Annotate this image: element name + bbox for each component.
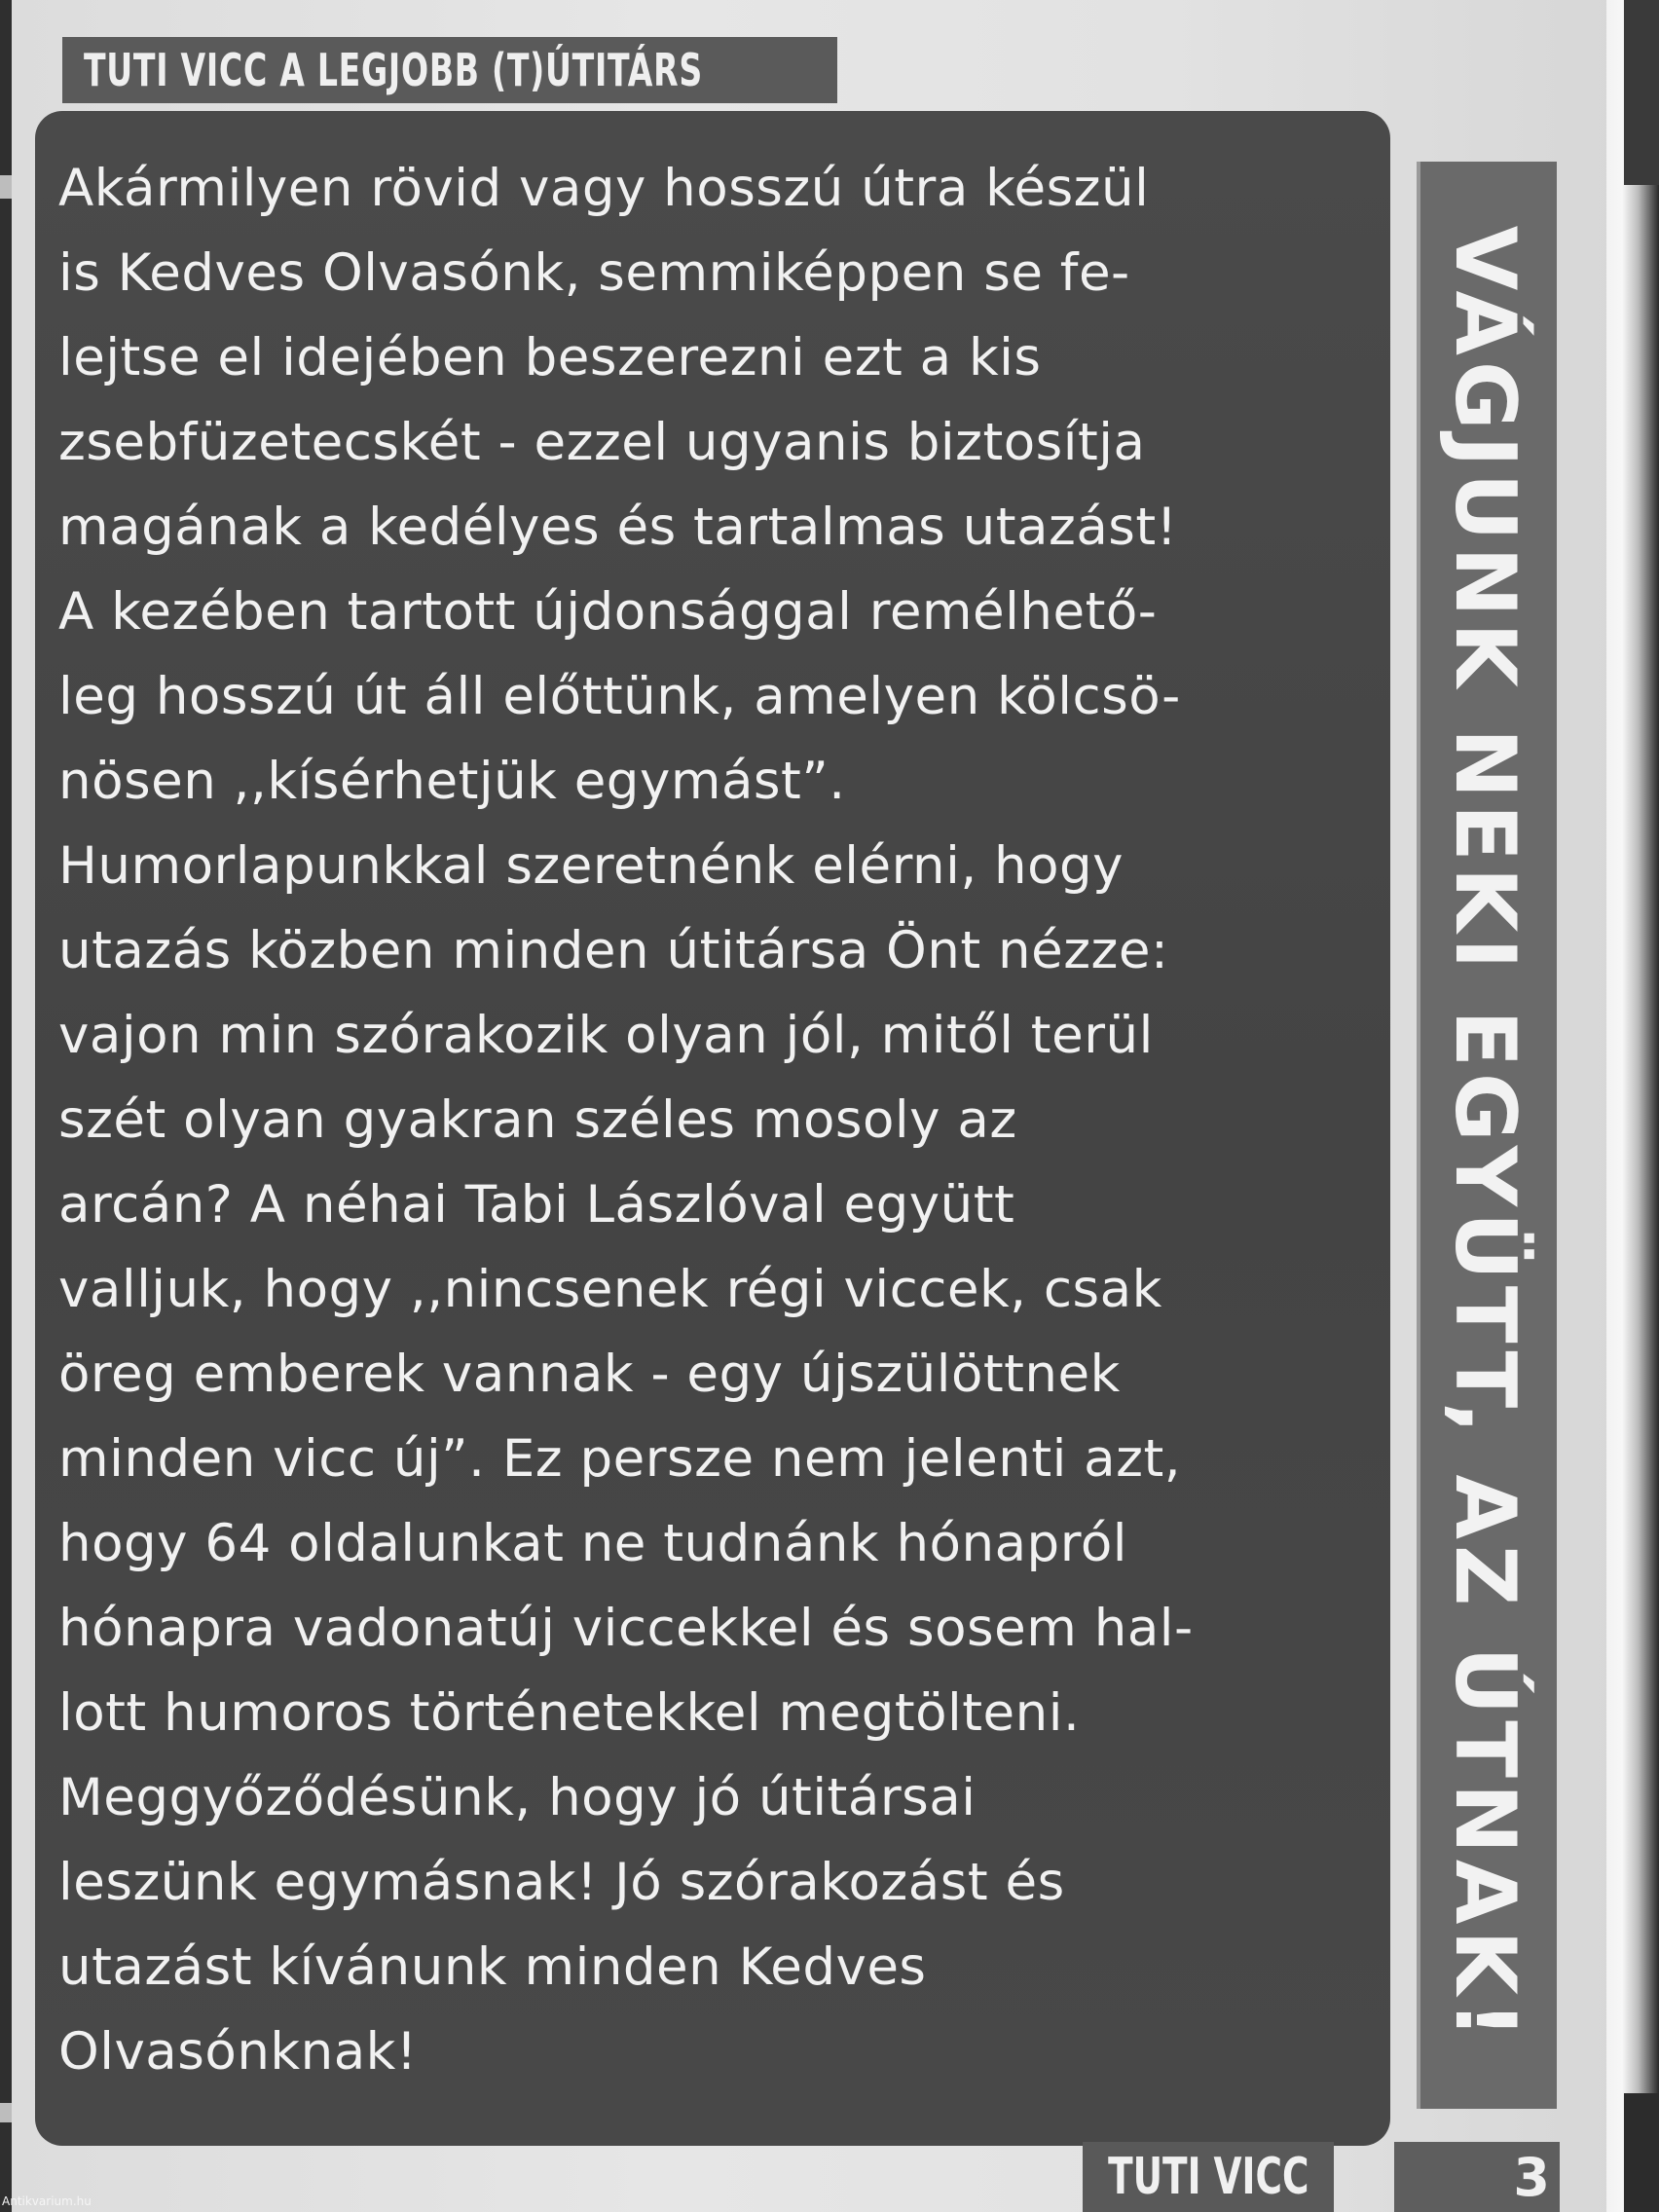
body-line: Olvasónknak! xyxy=(58,2022,418,2082)
header-title: TUTI VICC A LEGJOBB (T)ÚTITÁRS xyxy=(84,44,703,96)
page-number-box xyxy=(1394,2142,1560,2212)
body-line: hogy 64 oldalunkat ne tudnánk hónapról xyxy=(58,1514,1127,1573)
body-line: vajon min szórakozik olyan jól, mitől terül xyxy=(58,1006,1154,1065)
body-line: öreg emberek vannak - egy újszülöttnek xyxy=(58,1345,1121,1404)
body-line: hónapra vadonatúj viccekkel és sosem hal- xyxy=(58,1599,1194,1658)
body-line: lejtse el idejében beszerezni ezt a kis xyxy=(58,328,1042,387)
body-line: zsebfüzetecskét - ezzel ugyanis biztosítja xyxy=(58,413,1146,472)
page-number: 3 xyxy=(1513,2146,1550,2208)
body-line: utazást kívánunk minden Kedves xyxy=(58,1937,927,1997)
page-left-edge xyxy=(0,0,12,2212)
header-banner xyxy=(62,37,837,103)
body-line: is Kedves Olvasónk, semmiképpen se fe- xyxy=(58,243,1130,303)
edge-notch xyxy=(1624,0,1659,185)
body-line: Akármilyen rövid vagy hosszú útra készül xyxy=(58,159,1150,218)
body-line: leg hosszú út áll előttünk, amelyen kölcsö- xyxy=(58,667,1181,726)
body-line: nösen ,,kísérhetjük egymást”. xyxy=(58,752,846,811)
body-line: Humorlapunkkal szeretnénk elérni, hogy xyxy=(58,836,1124,896)
body-line: minden vicc új”. Ez persze nem jelenti azt, xyxy=(58,1429,1182,1489)
edge-gap xyxy=(0,2103,12,2122)
side-title: VÁGJUNK NEKI EGYÜTT, AZ ÚTNAK! xyxy=(1436,225,1533,2046)
editorial-body xyxy=(58,146,1373,2094)
body-line: A kezében tartott újdonsággal remélhető- xyxy=(58,582,1158,642)
body-line: arcán? A néhai Tabi Lászlóval együtt xyxy=(58,1175,1015,1235)
body-line: utazás közben minden útitársa Önt nézze: xyxy=(58,921,1169,980)
body-line: leszünk egymásnak! Jó szórakozást és xyxy=(58,1853,1065,1912)
body-line: magának a kedélyes és tartalmas utazást! xyxy=(58,498,1178,557)
body-line: valljuk, hogy ,,nincsenek régi viccek, csak xyxy=(58,1260,1162,1319)
body-line: szét olyan gyakran széles mosoly az xyxy=(58,1090,1017,1150)
page-right-edge xyxy=(1606,0,1659,2212)
watermark: Antikvarium.hu xyxy=(2,2194,92,2208)
footer-brand-label: TUTI VICC xyxy=(1107,2148,1309,2206)
edge-gap xyxy=(0,175,12,199)
body-line: lott humoros történetekkel megtölteni. xyxy=(58,1683,1081,1743)
body-line: Meggyőződésünk, hogy jó útitársai xyxy=(58,1768,977,1827)
footer-brand xyxy=(1083,2142,1334,2212)
edge-notch xyxy=(1624,2093,1659,2212)
